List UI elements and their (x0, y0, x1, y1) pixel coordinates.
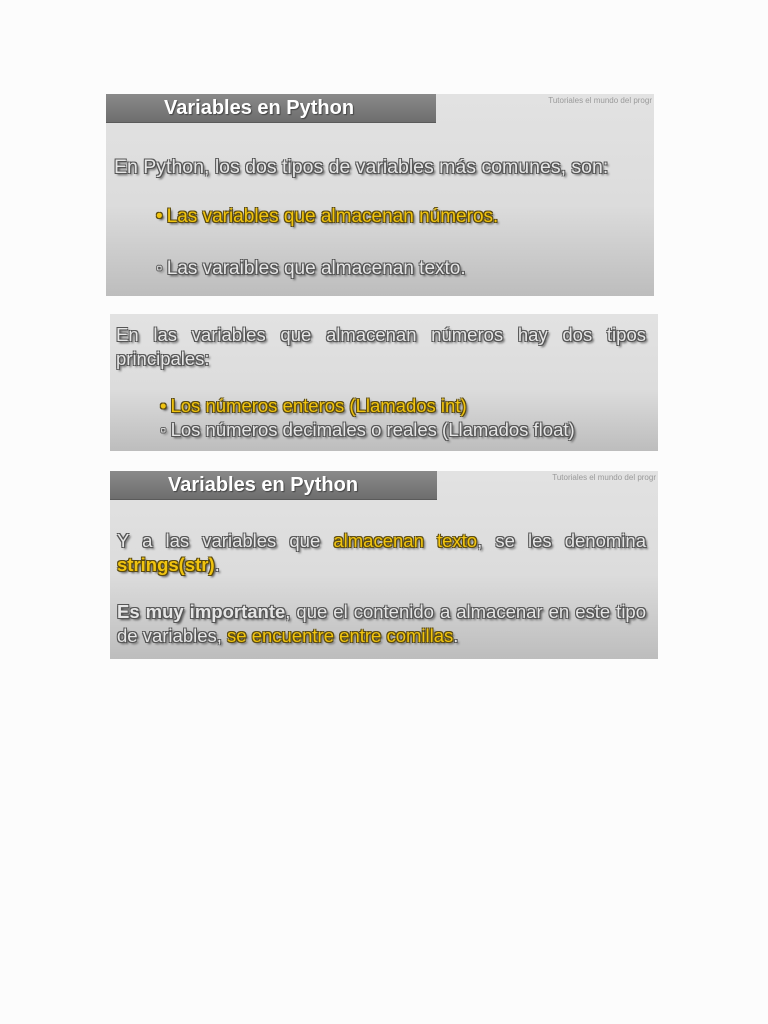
text-run: , se les denomina (477, 530, 646, 551)
bullet-icon: • (156, 206, 163, 227)
bullet-label: Los números decimales o reales (Llamados float) (170, 419, 575, 440)
slide-title: Variables en Python (106, 94, 436, 123)
slide-variable-types (106, 94, 654, 296)
bullet-label: Los números enteros (Llamados int) (170, 395, 467, 416)
intro-text: En Python, los dos tipos de variables más comunes, son: (114, 156, 609, 178)
slide-number-types (110, 314, 658, 451)
slide-strings (110, 471, 658, 659)
bullet-icon: ◦ (160, 419, 167, 440)
highlight-run: strings(str) (117, 554, 215, 575)
bullet-label: Las variables que almacenan números. (166, 206, 499, 227)
paragraph-line-1: En las variables que almacenan números hay dos tipos (116, 324, 646, 345)
watermark: Tutoriales el mundo del progr (548, 96, 652, 105)
bullet-label: Las varaibles que almacenan texto. (166, 258, 466, 279)
text-run: , que el contenido a almacenar en este tipo de variables, (117, 601, 647, 646)
paragraph-line-2: principales: (116, 348, 210, 369)
bullet-numbers (156, 206, 498, 228)
text-run: . (453, 625, 459, 646)
bullet-int (160, 395, 467, 417)
paragraph-quotes (117, 600, 646, 648)
bullet-text (156, 258, 466, 280)
highlight-run: almacenan texto (333, 530, 478, 551)
paragraph-strings (117, 529, 646, 577)
bullet-icon: • (160, 395, 167, 416)
watermark: Tutoriales el mundo del progr (552, 473, 656, 482)
bullet-float (160, 419, 575, 441)
slide-title: Variables en Python (110, 471, 437, 500)
bold-run: Es muy importante (117, 601, 286, 622)
bullet-icon: ◦ (156, 258, 163, 279)
text-run: . (214, 554, 220, 575)
highlight-run: se encuentre entre comillas (227, 625, 454, 646)
text-run: Y a las variables que (117, 530, 334, 551)
